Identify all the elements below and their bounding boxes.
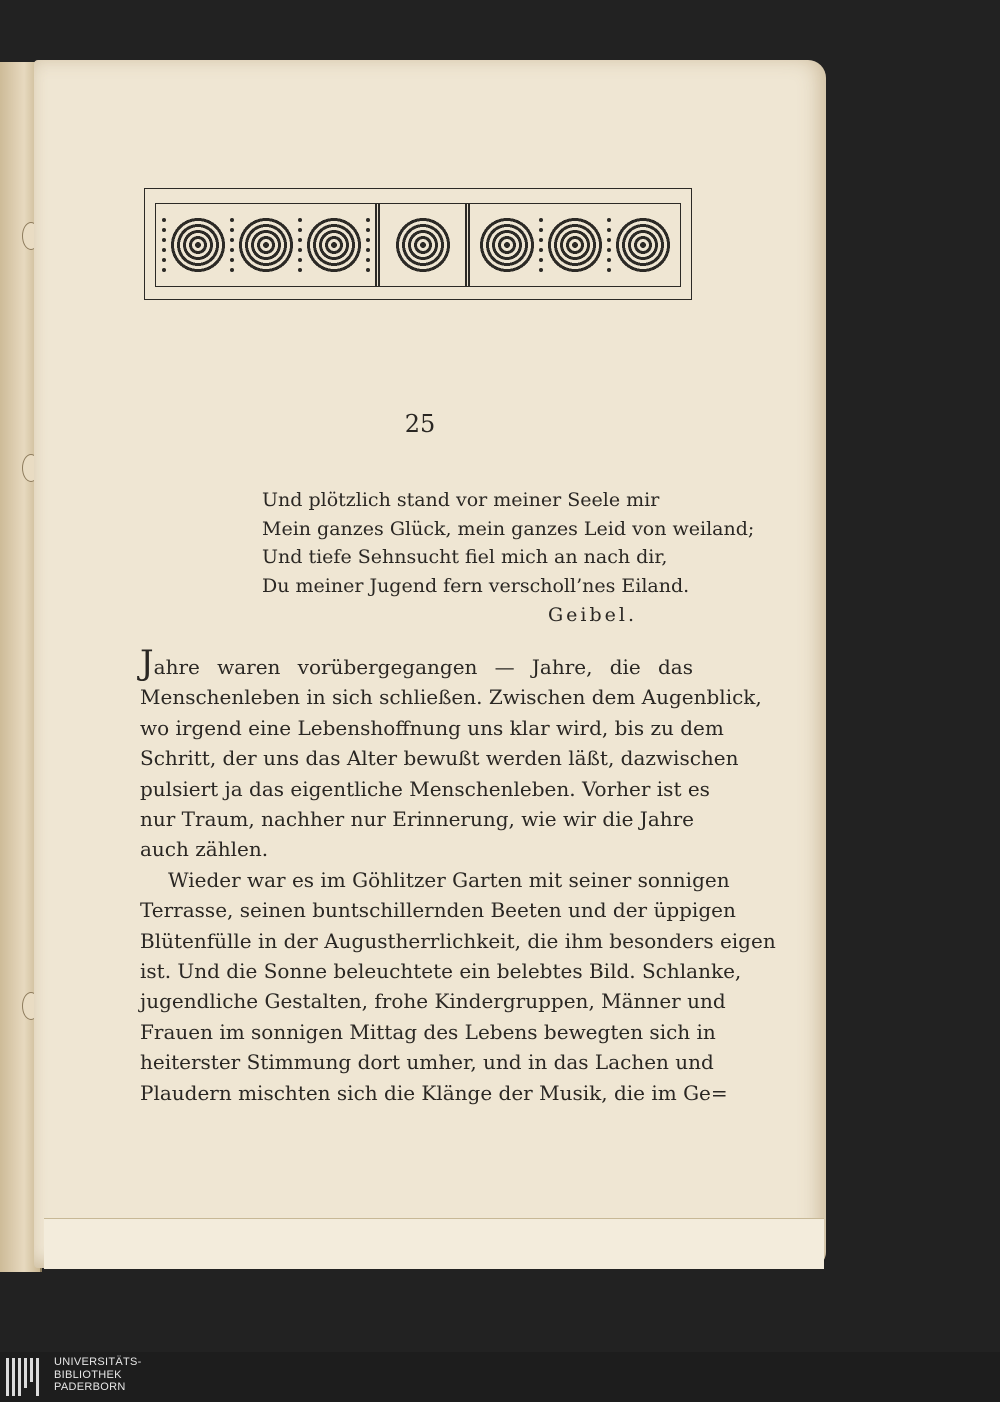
concentric-ring-ornament	[170, 217, 226, 273]
prose-line: jugendliche Gestalten, frohe Kindergruppen, Männer und	[140, 989, 726, 1014]
prose-line: Blütenfülle in der Augustherrlichkeit, die ihm besonders eigen	[140, 928, 776, 953]
prose-line: Menschenleben in sich schließen. Zwischen dem Augenblick,	[140, 685, 762, 710]
poem-line: Und tiefe Sehnsucht fiel mich an nach dir,	[262, 546, 668, 569]
poem-author: Geibel.	[548, 604, 638, 626]
prose-line: Schritt, der uns das Alter bewußt werden läßt, dazwischen	[140, 746, 739, 771]
ornament-panel-center	[375, 204, 465, 286]
concentric-ring-ornament	[306, 217, 362, 273]
prose-line: wo irgend eine Lebenshoffnung uns klar wird, bis zu dem	[140, 715, 724, 740]
library-logo-icon	[6, 1358, 39, 1396]
prose-line: heiterster Stimmung dort umher, und in das Lachen und	[140, 1050, 714, 1075]
poem-line: Mein ganzes Glück, mein ganzes Leid von weiland;	[262, 517, 755, 540]
library-footer	[0, 1352, 1000, 1402]
prose-line: Frauen im sonnigen Mittag des Lebens bewegten sich in	[140, 1019, 716, 1044]
drop-cap: J	[140, 643, 154, 683]
concentric-ring-ornament	[238, 217, 294, 273]
prose-line: Jahre waren vorübergegangen — Jahre, die das	[140, 643, 693, 683]
page-bottom-edge	[44, 1218, 824, 1269]
poem-line: Du meiner Jugend fern verscholl’nes Eiland.	[262, 574, 690, 597]
prose-line: Terrasse, seinen buntschillernden Beeten und der üppigen	[140, 898, 736, 923]
ornament-panel-left	[156, 204, 375, 286]
concentric-ring-ornament	[395, 217, 451, 273]
prose-line: auch zählen.	[140, 837, 269, 862]
concentric-ring-ornament	[479, 217, 535, 273]
concentric-ring-ornament	[547, 217, 603, 273]
chapter-number: 25	[404, 410, 436, 438]
prose-line: Plaudern mischten sich die Klänge der Musik, die im Ge=	[140, 1080, 728, 1105]
prose-line: Wieder war es im Göhlitzer Garten mit seiner sonnigen	[168, 867, 730, 892]
prose-line: pulsiert ja das eigentliche Menschenleben. Vorher ist es	[140, 776, 710, 801]
prose-line: nur Traum, nachher nur Erinnerung, wie wir die Jahre	[140, 807, 695, 832]
epigraph-poem	[262, 486, 754, 600]
chapter-ornament	[144, 188, 692, 300]
poem-line: Und plötzlich stand vor meiner Seele mir	[262, 489, 660, 511]
prose-text	[140, 643, 776, 1108]
concentric-ring-ornament	[615, 217, 671, 273]
library-logo-text: UNIVERSITÄTS- BIBLIOTHEK PADERBORN	[54, 1356, 142, 1393]
ornament-panel-right	[465, 204, 680, 286]
prose-line: ist. Und die Sonne beleuchtete ein belebtes Bild. Schlanke,	[140, 959, 742, 984]
